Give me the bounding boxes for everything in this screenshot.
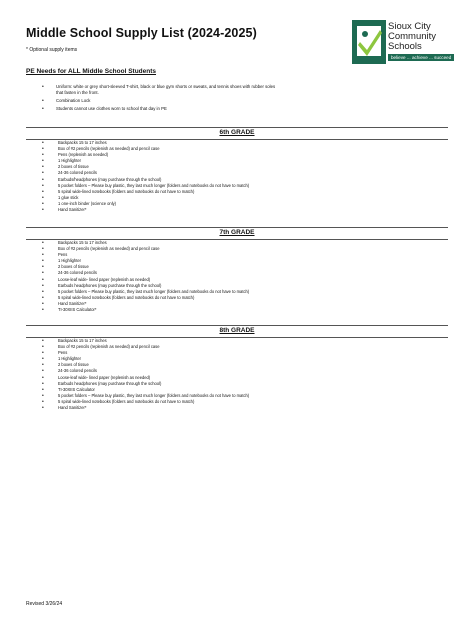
grade-7-list bbox=[42, 240, 442, 313]
pe-list bbox=[42, 84, 282, 112]
bullet: • bbox=[42, 356, 44, 363]
item-text: Hand Sanitizer* bbox=[58, 405, 87, 411]
bullet: • bbox=[42, 146, 44, 153]
item-text: Loose-leaf wide- lined paper (replenish as needed) bbox=[58, 374, 151, 380]
logo-tagline: believe ... achieve ... succeed bbox=[388, 54, 454, 61]
item-text: Backpacks 15 to 17 inches bbox=[58, 140, 107, 145]
item-text: 24-36 colored pencils bbox=[58, 368, 97, 374]
bullet: • bbox=[42, 176, 44, 183]
item-text: Hand Sanitizer* bbox=[58, 207, 87, 213]
bullet: • bbox=[42, 84, 44, 90]
item-text: Earbuds headphones (may purchase through the school) bbox=[58, 380, 162, 386]
pe-item-text: Combination Lock bbox=[56, 98, 91, 103]
grade-6-list bbox=[42, 140, 442, 213]
bullet: • bbox=[42, 140, 44, 146]
bullet: • bbox=[42, 188, 44, 195]
bullet: • bbox=[42, 276, 44, 283]
district-logo bbox=[352, 20, 462, 70]
bullet: • bbox=[42, 207, 44, 214]
pe-item bbox=[42, 106, 282, 112]
pe-item bbox=[42, 84, 282, 96]
bullet: • bbox=[42, 380, 44, 387]
item-text: 1 Highlighter bbox=[58, 356, 81, 362]
item-text: 1 Highlighter bbox=[58, 258, 81, 264]
bullet: • bbox=[42, 307, 44, 314]
item-text: 5 pocket folders – Please buy plastic, they last much longer (folders and notebooks do not have to match) bbox=[58, 288, 250, 294]
page-title: Middle School Supply List (2024-2025) bbox=[26, 26, 257, 40]
item-text: 5 spiral wide-lined notebooks (folders and notebooks do not have to match) bbox=[58, 398, 195, 404]
revised-date: Revised 3/26/24 bbox=[26, 601, 63, 607]
list-item bbox=[42, 307, 442, 313]
bullet: • bbox=[42, 374, 44, 381]
pe-item-text: Uniform: white or grey short-sleeved T-shirt, black or blue gym shorts or sweats, and tennis shoes with rubber soles that fasten in the front. bbox=[56, 84, 276, 95]
bullet: • bbox=[42, 252, 44, 259]
bullet: • bbox=[42, 300, 44, 307]
bullet: • bbox=[42, 392, 44, 399]
bullet: • bbox=[42, 152, 44, 159]
bullet: • bbox=[42, 200, 44, 207]
grade-7-title: 7th GRADE bbox=[219, 229, 255, 236]
item-text: TI-30XIIS Calculator* bbox=[58, 307, 97, 313]
bullet: • bbox=[42, 405, 44, 412]
pe-heading: PE Needs for ALL Middle School Students bbox=[26, 68, 157, 75]
item-text: Pens (replenish as needed) bbox=[58, 152, 109, 158]
logo-text-line2: Community bbox=[388, 31, 437, 42]
bullet: • bbox=[42, 398, 44, 405]
bullet: • bbox=[42, 344, 44, 351]
item-text: 1 Highlighter bbox=[58, 158, 81, 164]
item-text: Box of #2 pencils (replenish as needed) and pencil case bbox=[58, 344, 160, 350]
bullet: • bbox=[42, 386, 44, 393]
item-text: 24-36 colored pencils bbox=[58, 270, 97, 276]
item-text: Earbuds/headphones (may purchase through the school) bbox=[58, 176, 162, 182]
item-text: TI-30XIIS Calculator bbox=[58, 386, 95, 392]
section-divider bbox=[26, 227, 448, 228]
bullet: • bbox=[42, 338, 44, 344]
bullet: • bbox=[42, 362, 44, 369]
pe-item-text: Students cannot use clothes worn to school that day in PE bbox=[56, 106, 167, 111]
bullet: • bbox=[42, 170, 44, 177]
bullet: • bbox=[42, 258, 44, 265]
item-text: 5 spiral wide-lined notebooks (folders and notebooks do not have to match) bbox=[58, 294, 195, 300]
item-text: 2 boxes of tissue bbox=[58, 164, 89, 170]
item-text: Box of #2 pencils (replenish as needed) and pencil case bbox=[58, 246, 160, 252]
grade-8-list bbox=[42, 338, 442, 411]
item-text: 5 pocket folders – Please buy plastic, they last much longer (folders and notebooks do not have to match) bbox=[58, 392, 250, 398]
optional-note: * Optional supply items bbox=[26, 47, 78, 53]
bullet: • bbox=[42, 246, 44, 253]
item-text: Pens bbox=[58, 350, 68, 356]
bullet: • bbox=[42, 158, 44, 165]
bullet: • bbox=[42, 368, 44, 375]
item-text: 2 boxes of tissue bbox=[58, 362, 89, 368]
logo-mark-icon bbox=[352, 20, 386, 64]
item-text: 1 glue stick bbox=[58, 194, 79, 200]
list-item bbox=[42, 207, 442, 213]
bullet: • bbox=[42, 350, 44, 357]
item-text: 5 pocket folders – Please buy plastic, they last much longer (folders and notebooks do not have to match) bbox=[58, 182, 250, 188]
grade-8-title: 8th GRADE bbox=[219, 327, 255, 334]
section-divider bbox=[26, 127, 448, 128]
section-divider bbox=[26, 325, 448, 326]
item-text: Loose-leaf wide- lined paper (replenish as needed) bbox=[58, 276, 151, 282]
item-text: Backpacks 15 to 17 inches bbox=[58, 338, 107, 343]
bullet: • bbox=[42, 240, 44, 246]
bullet: • bbox=[42, 182, 44, 189]
item-text: Backpacks 15 to 17 inches bbox=[58, 240, 107, 245]
item-text: 2 boxes of tissue bbox=[58, 264, 89, 270]
pe-item bbox=[42, 98, 282, 104]
bullet: • bbox=[42, 270, 44, 277]
bullet: • bbox=[42, 106, 44, 112]
list-item bbox=[42, 405, 442, 411]
item-text: Earbuds headphones (may purchase through the school) bbox=[58, 282, 162, 288]
logo-text-line1: Sioux City bbox=[388, 21, 431, 32]
bullet: • bbox=[42, 282, 44, 289]
bullet: • bbox=[42, 294, 44, 301]
item-text: Hand Sanitizer* bbox=[58, 300, 87, 306]
bullet: • bbox=[42, 98, 44, 104]
item-text: Box of #2 pencils (replenish as needed) and pencil case bbox=[58, 146, 160, 152]
bullet: • bbox=[42, 288, 44, 295]
item-text: 5 spiral wide-lined notebooks (folders and notebooks do not have to match) bbox=[58, 188, 195, 194]
item-text: 24-36 colored pencils bbox=[58, 170, 97, 176]
item-text: Pens bbox=[58, 252, 68, 258]
bullet: • bbox=[42, 164, 44, 171]
item-text: 1 one-inch binder (science only) bbox=[58, 200, 117, 206]
logo-text-line3: Schools bbox=[388, 41, 422, 52]
grade-6-title: 6th GRADE bbox=[219, 129, 255, 136]
bullet: • bbox=[42, 264, 44, 271]
bullet: • bbox=[42, 194, 44, 201]
